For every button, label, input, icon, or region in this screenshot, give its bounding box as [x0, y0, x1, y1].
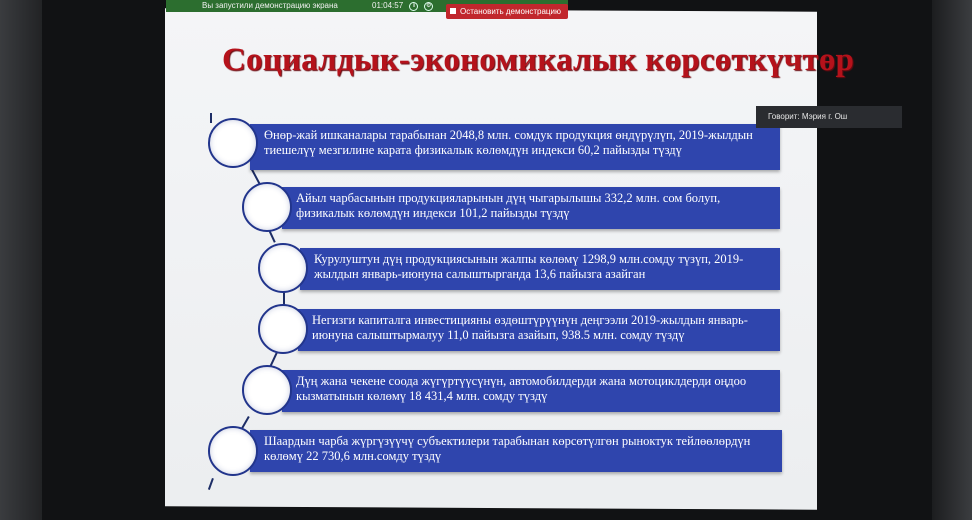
room-wall-right — [932, 0, 972, 520]
timeline-circle — [242, 182, 292, 232]
settings-icon[interactable]: ⚙ — [425, 2, 432, 9]
stop-sharing-label: Остановить демонстрацию — [460, 7, 561, 16]
room-wall-left — [0, 0, 42, 520]
timeline-circle — [208, 118, 258, 168]
active-speaker-label: Говорит: Мэрия г. Ош — [756, 106, 902, 128]
indicator-bar: Шаардын чарба жүргүзүүчү субъектилери тарабынан көрсөтүлгөн рыноктук тейлөөлөрдүн көлөмү 22 730,6 млн.сомду түздү — [250, 430, 782, 472]
timeline-circle — [258, 304, 308, 354]
indicator-bar: Дүң жана чекене соода жүгүртүүсүнүн, автомобилдерди жана мотоциклдерди оңдоо кызматынын көлөмү 18 431,4 млн. сомду түздү — [282, 370, 780, 412]
pause-icon[interactable]: ॥ — [409, 2, 418, 11]
indicator-bar: Өнөр-жай ишканалары тарабынан 2048,8 млн. сомдук продукция өндүрүлүп, 2019-жылдын тиешелүү мезгилине карата физикалык көлөмдүн индекси 60,2 пайызды түздү — [250, 124, 780, 170]
indicator-bar: Негизги капиталга инвестицияны өздөштүрүүнүн деңгээли 2019-жылдын январь-июнуна салыштырмалуу 11,0 пайызга азайып, 938.5 млн. сомду түздү — [298, 309, 780, 351]
stop-icon — [450, 8, 456, 14]
indicator-bar: Айыл чарбасынын продукцияларынын дүң чыгарылышы 332,2 млн. сом болуп, физикалык көлөмдүн индекси 101,2 пайызды түздү — [282, 187, 780, 229]
timeline-circle — [258, 243, 308, 293]
timeline-segment — [210, 113, 212, 123]
stop-sharing-button[interactable] — [446, 4, 568, 19]
slide-title: Социалдык-экономикалык көрсөткүчтөр — [222, 42, 855, 78]
share-status-text: Вы запустили демонстрацию экрана — [202, 1, 338, 10]
share-timer: 01:04:57 — [372, 1, 404, 10]
indicator-bar: Курулуштун дүң продукциясынын жалпы көлөмү 1298,9 млн.сомду түзүп, 2019-жылдын январь-июнуна салыштырганда 13,6 пайызга азайган — [300, 248, 780, 290]
timeline-circle — [208, 426, 258, 476]
timeline-circle — [242, 365, 292, 415]
timeline-segment — [283, 291, 285, 305]
